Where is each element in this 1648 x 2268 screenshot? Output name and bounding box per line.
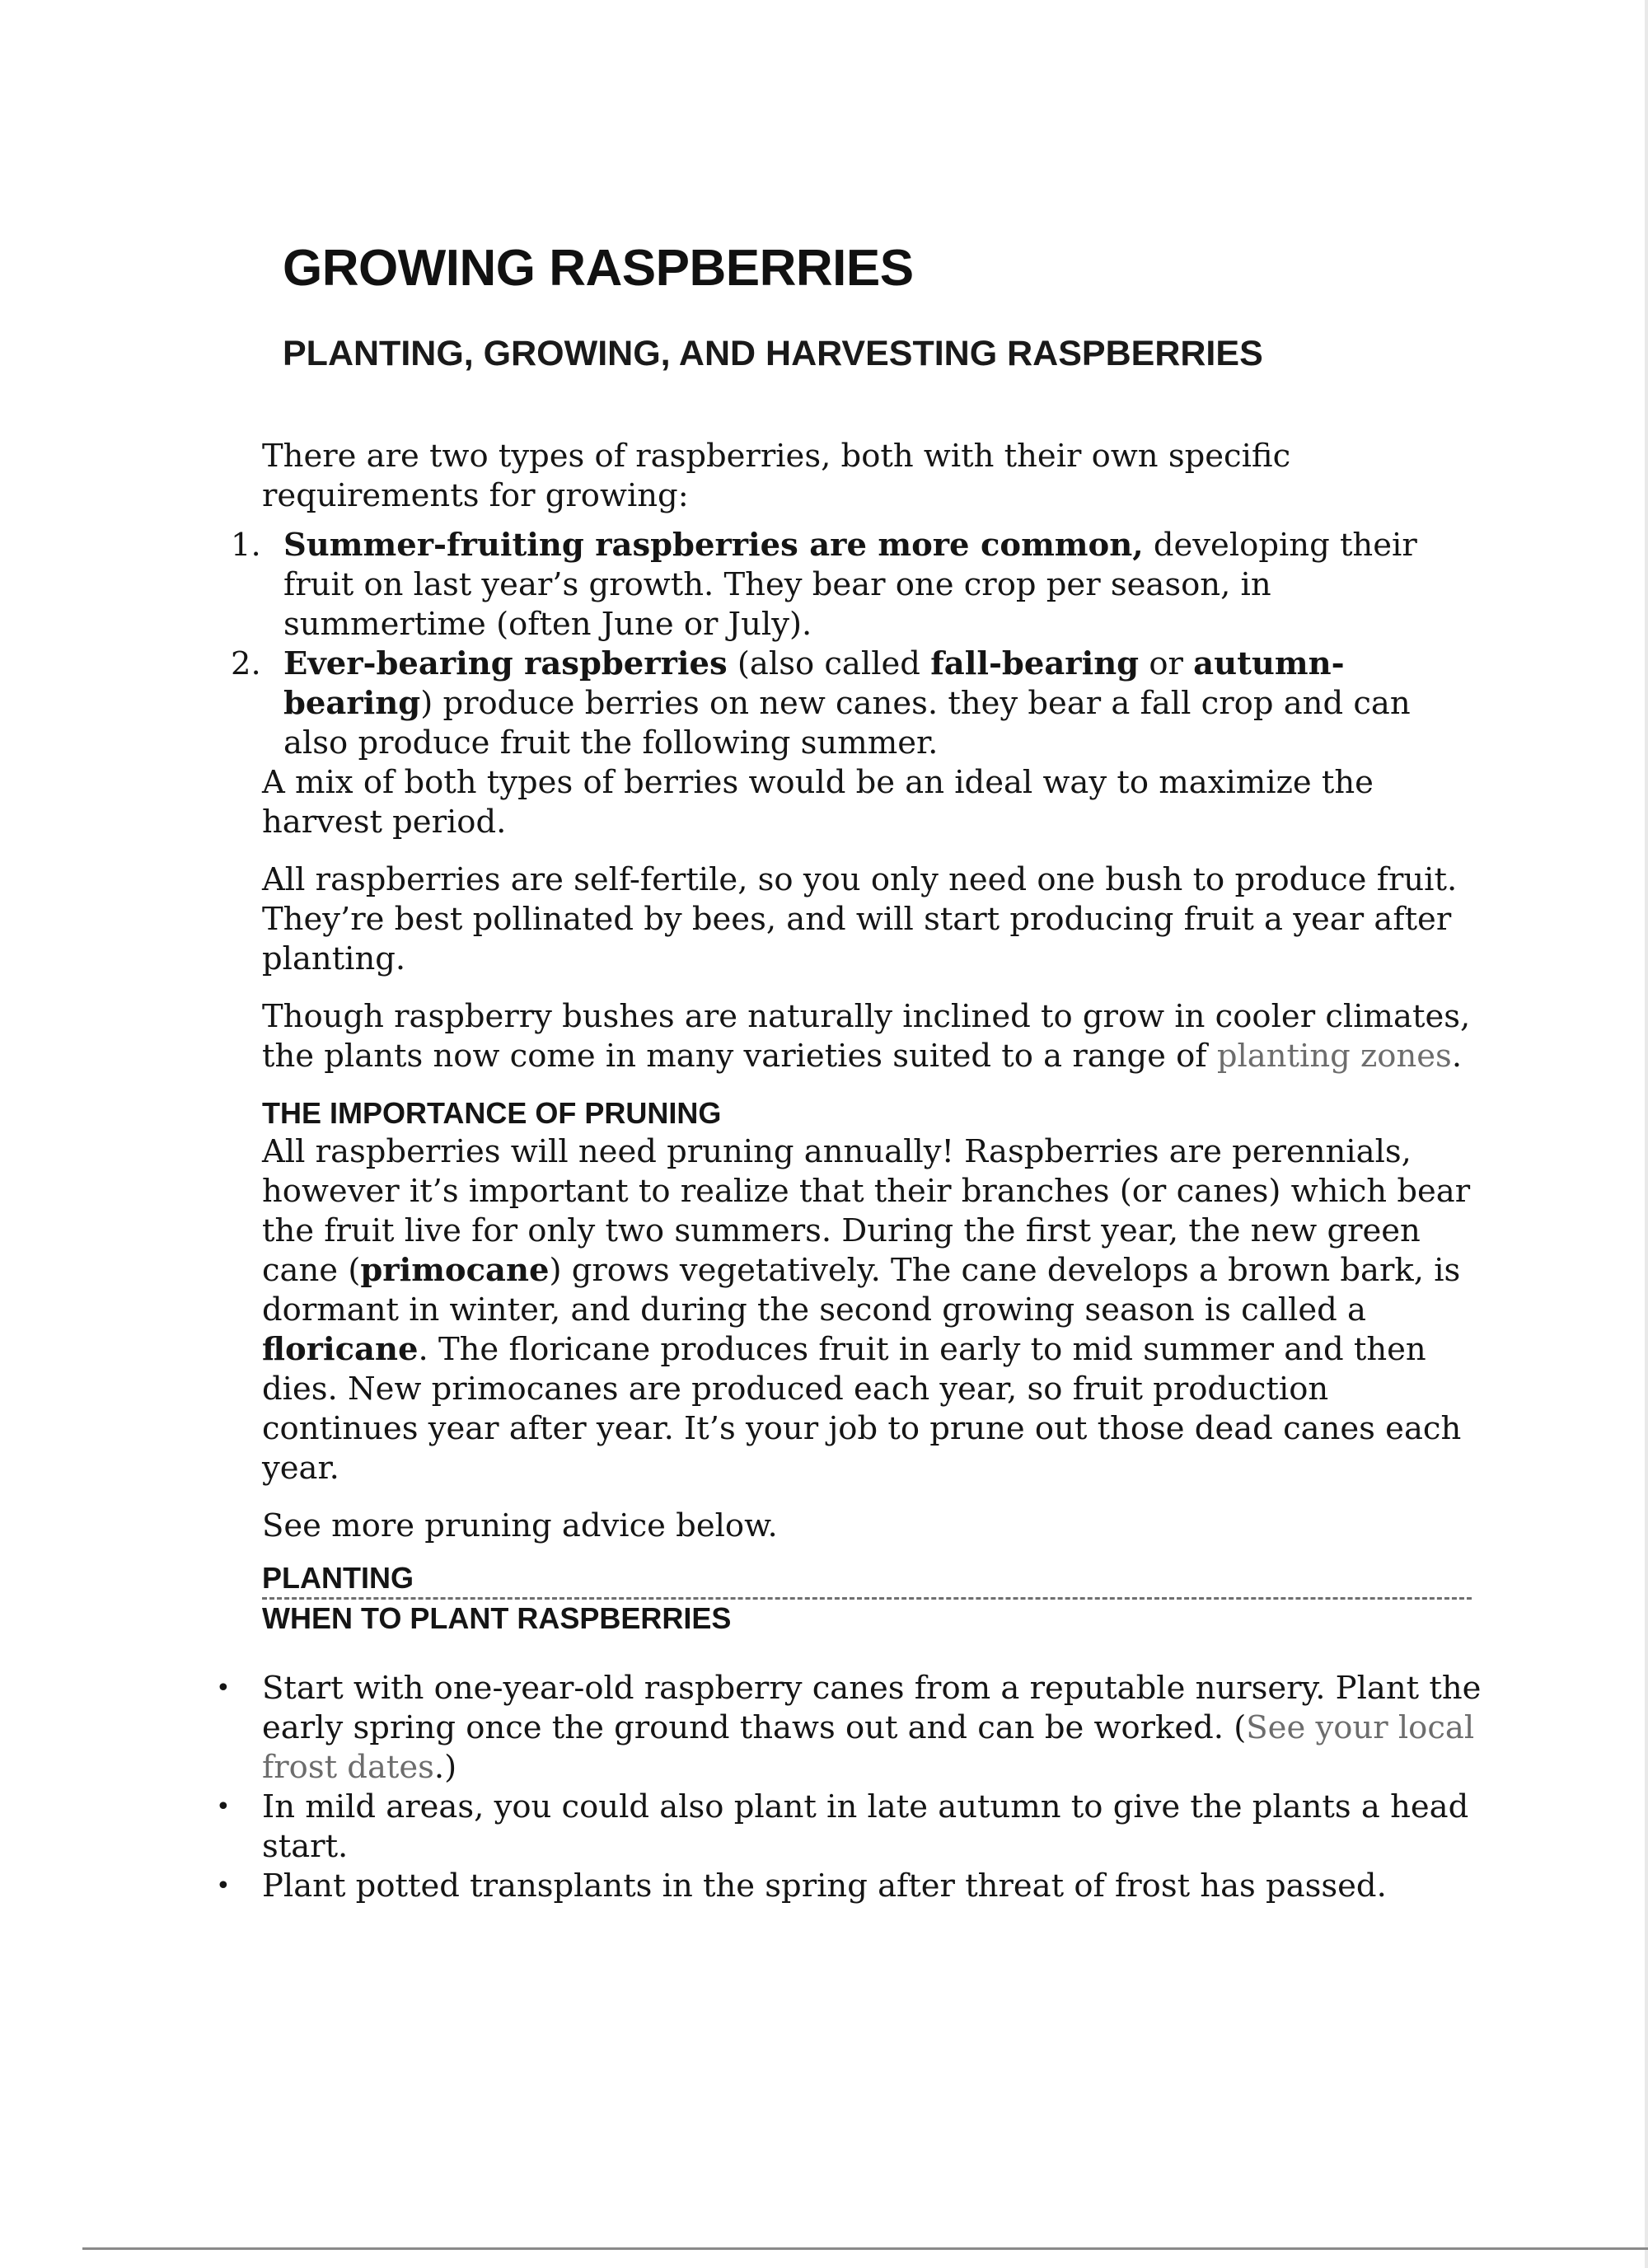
type-description: ) produce berries on new canes. they bear a fall crop and can also produce fruit the following summer. [283,685,1411,761]
list-item [231,526,1482,644]
pruning-text: . The floricane produces fruit in early to mid summer and then dies. New primocanes are produced each year, so fruit production continues year after year. It’s your job to prune out those dead canes each year. [262,1331,1462,1487]
alt-name-bold: fall-bearing [930,645,1140,682]
scan-edge-bottom [82,2247,1648,2250]
list-item [231,644,1482,763]
list-number: 2. [231,645,261,682]
bullet-icon: • [216,1674,231,1703]
mix-paragraph: A mix of both types of berries would be an ideal way to maximize the harvest period. [262,764,1374,841]
alt-name-bold: autumn-bearing [283,645,1345,722]
type-text: or [1139,645,1194,682]
intro-paragraph: There are two types of raspberries, both with their own specific requirements for growing: [262,438,1291,514]
type-description: developing their fruit on last year’s growth. They bear one crop per season, in summertime (often June or July). [283,527,1417,643]
list-item [216,1867,1482,1906]
page-title: GROWING RASPBERRIES [283,240,914,297]
page-subtitle: PLANTING, GROWING, AND HARVESTING RASPBERRIES [283,334,1263,373]
climate-text: Though raspberry bushes are naturally inclined to grow in cooler climates, the plants now come in many varieties suited to a range of [262,998,1471,1075]
tip-end: .) [433,1749,457,1786]
pruning-text: ) grows vegetatively. The cane develops a brown bark, is dormant in winter, and during the second growing season is called a [262,1252,1461,1328]
raspberry-types-list [231,526,1482,763]
article-body [216,437,1482,1906]
pruning-text: All raspberries will need pruning annually! Raspberries are perennials, however it’s important to realize that their branches (or canes) which bear the fruit live for only two summers. During the first year, the new green cane ( [262,1133,1471,1289]
climate-end: . [1451,1038,1463,1075]
type-name-bold: Summer-fruiting raspberries are more common, [283,527,1144,564]
planting-tips-list [216,1669,1482,1906]
type-name-bold: Ever-bearing raspberries [283,645,728,682]
pruning-paragraph [262,1132,1482,1488]
climate-paragraph [262,997,1482,1076]
tip-text: In mild areas, you could also plant in late autumn to give the plants a head start. [262,1788,1469,1865]
list-item [216,1669,1482,1788]
pruning-heading: THE IMPORTANCE OF PRUNING [262,1096,722,1130]
planting-zones-link[interactable]: planting zones [1216,1038,1452,1075]
type-text: (also called [727,645,931,682]
self-fertile-paragraph: All raspberries are self-fertile, so you only need one bush to produce fruit. They’re best pollinated by bees, and will start producing fruit a year after planting. [262,861,1458,977]
list-number: 1. [231,527,261,564]
planting-heading: PLANTING [262,1561,414,1595]
primocane-term: primocane [360,1252,550,1289]
tip-text: Plant potted transplants in the spring after threat of frost has passed. [262,1867,1387,1905]
scan-edge-right [1645,0,1648,2268]
list-item [216,1788,1482,1867]
bullet-icon: • [216,1792,231,1821]
when-to-plant-heading: WHEN TO PLANT RASPBERRIES [262,1601,732,1635]
bullet-icon: • [216,1872,231,1900]
tip-text: Start with one-year-old raspberry canes from a reputable nursery. Plant the early spring once the ground thaws out and can be worked. ( [262,1670,1482,1746]
floricane-term: floricane [262,1331,419,1368]
frost-dates-link[interactable]: See your local frost dates [262,1709,1475,1786]
pruning-more-note: See more pruning advice below. [262,1507,778,1544]
